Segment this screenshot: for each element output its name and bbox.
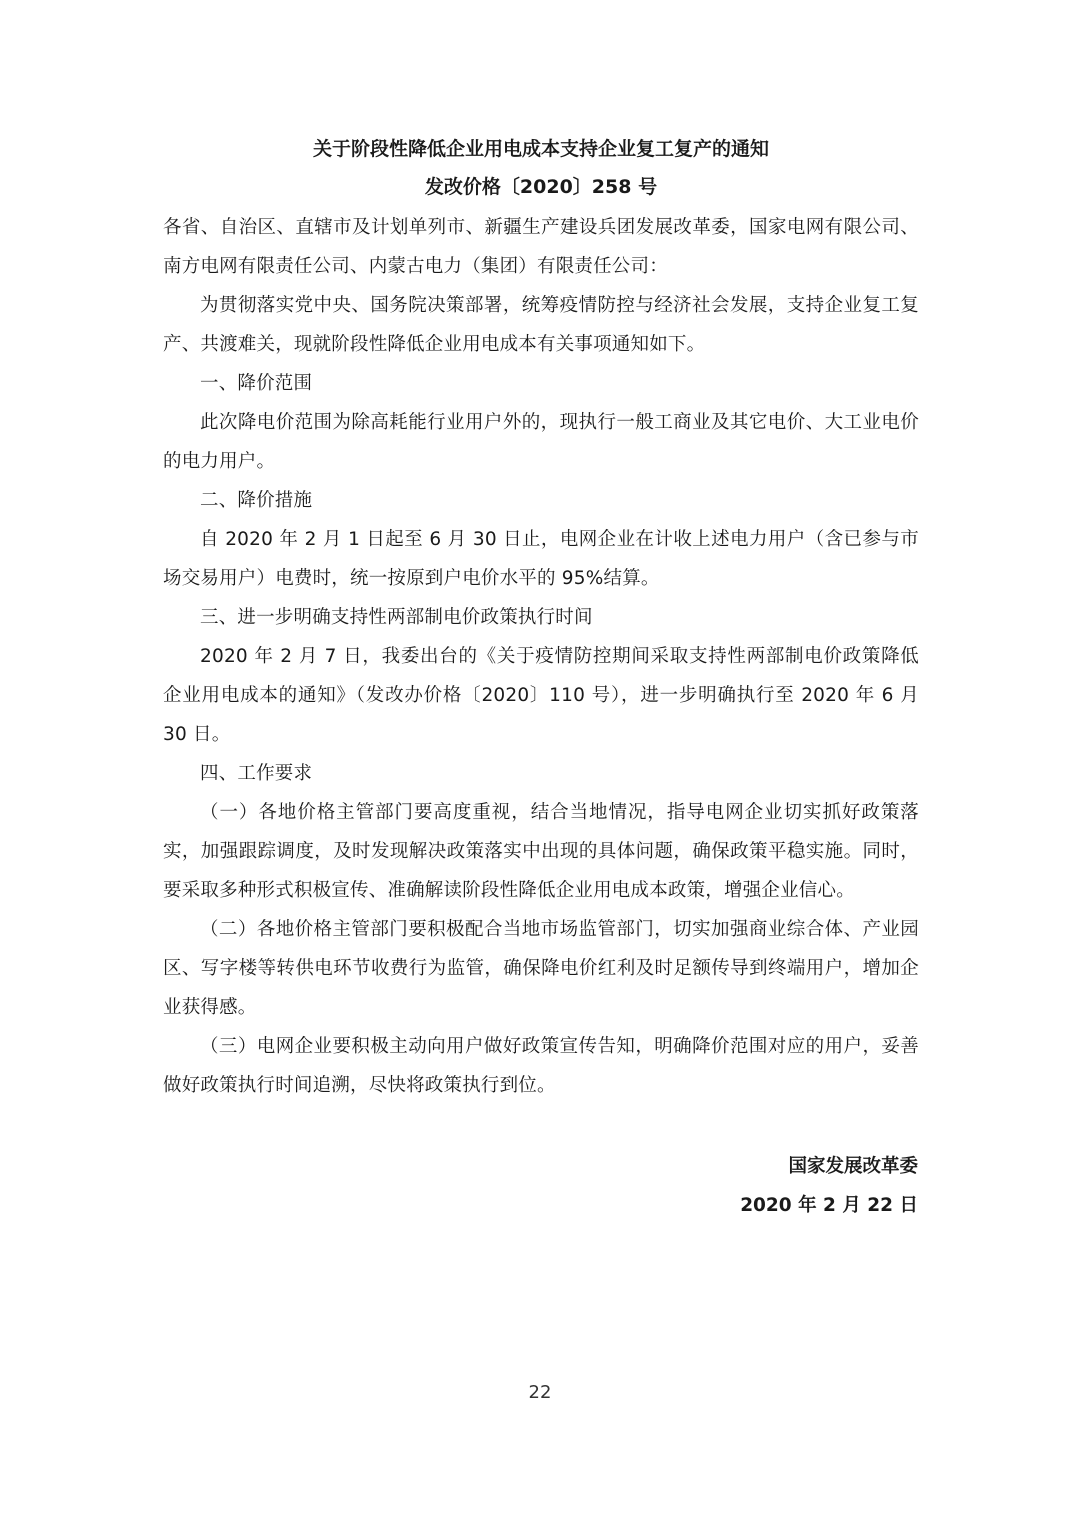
page-number: 22	[528, 1382, 552, 1403]
document-title: 关于阶段性降低企业用电成本支持企业复工复产的通知	[312, 138, 769, 160]
section-heading-scope: 一、降价范围	[200, 373, 313, 394]
signature-date: 2020 年 2 月 22 日	[740, 1195, 918, 1216]
section-paragraph: （一）各地价格主管部门要高度重视，结合当地情况，指导电网企业切实抓好政策落实，加强跟踪调度，及时发现解决政策落实中出现的具体问题，确保政策平稳实施。同时，要采取多种形式积极宣传、准确解读阶段性降低企业用电成本政策，增强企业信心。	[163, 802, 919, 901]
section-paragraph: 2020 年 2 月 7 日，我委出台的《关于疫情防控期间采取支持性两部制电价政策降低企业用电成本的通知》（发改办价格〔2020〕110 号），进一步明确执行至 2020 年 6 月 30 日。	[163, 646, 919, 745]
intro-paragraph: 为贯彻落实党中央、国务院决策部署，统筹疫情防控与经济社会发展，支持企业复工复产、共渡难关，现就阶段性降低企业用电成本有关事项通知如下。	[163, 295, 919, 355]
section-heading-requirements: 四、工作要求	[200, 763, 313, 784]
signature-org: 国家发展改革委	[788, 1156, 918, 1177]
section-paragraph: （二）各地价格主管部门要积极配合当地市场监管部门，切实加强商业综合体、产业园区、写字楼等转供电环节收费行为监管，确保降电价红利及时足额传导到终端用户，增加企业获得感。	[163, 919, 919, 1018]
section-heading-policy-period: 三、进一步明确支持性两部制电价政策执行时间	[200, 607, 593, 628]
section-heading-measures: 二、降价措施	[200, 490, 313, 511]
document-body	[163, 130, 919, 1105]
document-number: 发改价格〔2020〕258 号	[424, 176, 658, 198]
addressee: 各省、自治区、直辖市及计划单列市、新疆生产建设兵团发展改革委，国家电网有限公司、南方电网有限责任公司、内蒙古电力（集团）有限责任公司：	[163, 217, 919, 277]
section-paragraph: 此次降电价范围为除高耗能行业用户外的，现执行一般工商业及其它电价、大工业电价的电力用户。	[163, 412, 919, 472]
section-paragraph: 自 2020 年 2 月 1 日起至 6 月 30 日止，电网企业在计收上述电力用户（含已参与市场交易用户）电费时，统一按原到户电价水平的 95%结算。	[163, 529, 919, 589]
section-paragraph: （三）电网企业要积极主动向用户做好政策宣传告知，明确降价范围对应的用户，妥善做好政策执行时间追溯，尽快将政策执行到位。	[163, 1036, 919, 1096]
